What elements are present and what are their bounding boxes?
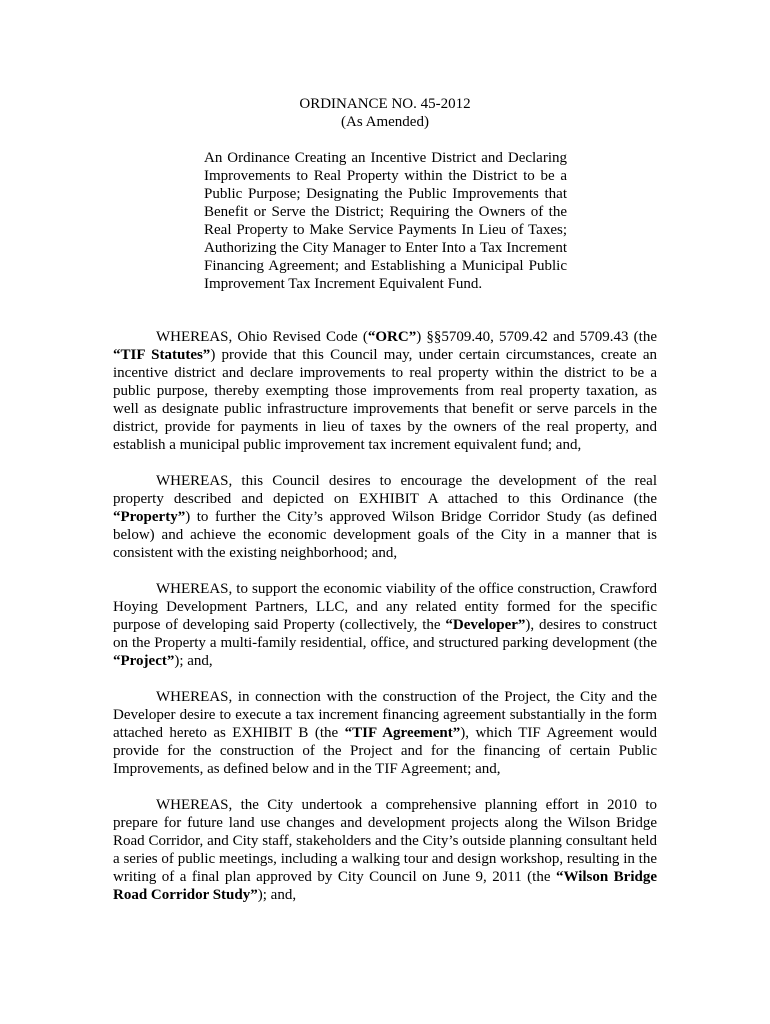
defined-term-tif-agreement: “TIF Agreement”: [344, 725, 461, 741]
clause-text: WHEREAS, to support the economic viability of the office construction, Crawford Hoying Development Partners, LLC, and any related entity formed for the specific purpose of developing said Property (collectively, the: [113, 581, 657, 633]
clause-text: ) provide that this Council may, under certain circumstances, create an incentive district and declare improvements to real property within the district to be a public purpose, thereby exempting those improvements from real property taxation, as well as designate public infrastructure improvements that benefit or serve parcels in the district, provide for payments in lieu of taxes by the owners of the real property, and establish a municipal public improvement tax increment equivalent fund; and,: [113, 347, 657, 453]
whereas-clause-corridor-study: [113, 796, 657, 904]
whereas-clause-developer: [113, 580, 657, 670]
clause-text: ) §§5709.40, 5709.42 and 5709.43 (the: [416, 329, 657, 345]
whereas-clauses: [113, 328, 657, 922]
clause-text: ), desires to construct on the Property a multi-family residential, office, and structured parking development (the: [113, 617, 657, 651]
defined-term-tif-statutes: “TIF Statutes”: [113, 347, 211, 363]
defined-term-corridor-study: “Wilson Bridge Road Corridor Study”: [113, 869, 658, 903]
ordinance-subtitle: (As Amended): [341, 114, 429, 130]
clause-text: WHEREAS, this Council desires to encourage the development of the real property described and depicted on EXHIBIT A attached to this Ordinance (the: [113, 473, 657, 507]
defined-term-property: “Property”: [113, 509, 186, 525]
clause-text: ); and,: [174, 653, 213, 669]
clause-text: WHEREAS, in connection with the construction of the Project, the City and the Developer desire to execute a tax increment financing agreement substantially in the form attached hereto as EXHIBIT B (the: [113, 689, 657, 741]
clause-text: ), which TIF Agreement would provide for the construction of the Project and for the financing of certain Public Improvements, as defined below and in the TIF Agreement; and,: [113, 725, 657, 777]
ordinance-summary: An Ordinance Creating an Incentive District and Declaring Improvements to Real Property within the District to be a Public Purpose; Designating the Public Improvements that Benefit or Serve the District; Requiring the Owners of the Real Property to Make Service Payments In Lieu of Taxes; Authorizing the City Manager to Enter Into a Tax Increment Financing Agreement; and Establishing a Municipal Public Improvement Tax Increment Equivalent Fund.: [204, 150, 567, 292]
clause-text: WHEREAS, the City undertook a comprehensive planning effort in 2010 to prepare for future land use changes and development projects along the Wilson Bridge Road Corridor, and City staff, stakeholders and the City’s outside planning consultant held a series of public meetings, including a walking tour and design workshop, resulting in the writing of a final plan approved by City Council on June 9, 2011 (the: [113, 797, 657, 885]
whereas-clause-orc: [113, 328, 657, 454]
whereas-clause-tif-agreement: [113, 688, 657, 778]
clause-text: ) to further the City’s approved Wilson Bridge Corridor Study (as defined below) and achieve the economic development goals of the City in a manner that is consistent with the existing neighborhood; and,: [113, 509, 657, 561]
whereas-clause-property: [113, 472, 657, 562]
defined-term-developer: “Developer”: [445, 617, 526, 633]
defined-term-orc: “ORC”: [367, 329, 417, 345]
ordinance-title: ORDINANCE NO. 45-2012: [299, 96, 471, 112]
clause-text: ); and,: [257, 887, 297, 903]
defined-term-project: “Project”: [113, 653, 175, 669]
clause-text: WHEREAS, Ohio Revised Code (: [156, 329, 368, 345]
ordinance-header: [0, 95, 770, 131]
